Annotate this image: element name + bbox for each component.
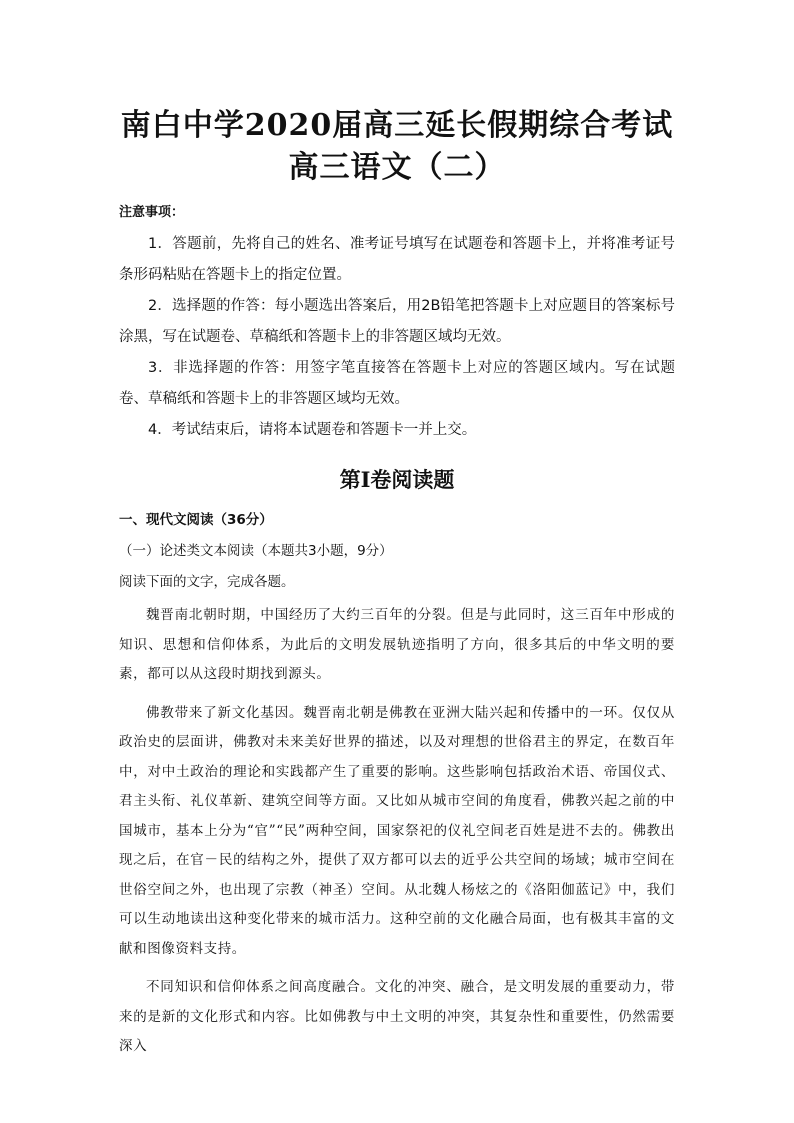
- section-title: 第Ⅰ卷阅读题: [339, 467, 455, 492]
- reading-passage: [119, 601, 675, 1071]
- exam-title: 南白中学2020届高三延长假期综合考试: [120, 108, 674, 143]
- passage-paragraph: 魏晋南北朝时期，中国经历了大约三百年的分裂。但是与此同时，这三百年中形成的知识、思想和信仰体系，为此后的文明发展轨迹指明了方向，很多其后的中华文明的要素，都可以从这段时期找到源头。: [119, 607, 675, 682]
- exam-subtitle: 高三语文（二）: [288, 150, 506, 185]
- passage-paragraph: 不同知识和信仰体系之间高度融合。文化的冲突、融合，是文明发展的重要动力，带来的是新的文化形式和内容。比如佛教与中土文明的冲突，其复杂性和重要性，仍然需要深入: [119, 979, 675, 1054]
- notice-item: 1．答题前，先将自己的姓名、准考证号填写在试题卷和答题卡上，并将准考证号条形码粘贴在答题卡上的指定位置。: [119, 236, 675, 283]
- argumentative-reading-heading: （一）论述类文本阅读（本题共3小题，9分）: [119, 543, 393, 559]
- notice-item: 2．选择题的作答：每小题选出答案后，用2B铅笔把答题卡上对应题目的答案标号涂黑，写在试题卷、草稿纸和答题卡上的非答题区域均无效。: [119, 298, 675, 345]
- notice-item: 4．考试结束后，请将本试题卷和答题卡一并上交。: [148, 422, 477, 438]
- notice-item: 3．非选择题的作答：用签字笔直接答在答题卡上对应的答题区域内。写在试题卷、草稿纸和答题卡上的非答题区域均无效。: [119, 360, 675, 407]
- notice-list: [119, 229, 675, 446]
- reading-instruction: 阅读下面的文字，完成各题。: [119, 574, 295, 590]
- modern-reading-heading: 一、现代文阅读（36分）: [119, 512, 273, 528]
- notice-heading: 注意事项：: [119, 205, 185, 220]
- passage-paragraph: 佛教带来了新文化基因。魏晋南北朝是佛教在亚洲大陆兴起和传播中的一环。仅仅从政治史的层面讲，佛教对未来美好世界的描述，以及对理想的世俗君主的界定，在数百年中，对中土政治的理论和实践都产生了重要的影响。这些影响包括政治术语、帝国仪式、君主头衔、礼仪革新、建筑空间等方面。又比如从城市空间的角度看，佛教兴起之前的中国城市，基本上分为“官”“民”两种空间，国家祭祀的仪礼空间老百姓是进不去的。佛教出现之后，在官－民的结构之外，提供了双方都可以去的近乎公共空间的场域；城市空间在世俗空间之外，也出现了宗教（神圣）空间。从北魏人杨炫之的《洛阳伽蓝记》中，我们可以生动地读出这种变化带来的城市活力。这种空前的文化融合局面，也有极其丰富的文献和图像资料支持。: [119, 704, 675, 957]
